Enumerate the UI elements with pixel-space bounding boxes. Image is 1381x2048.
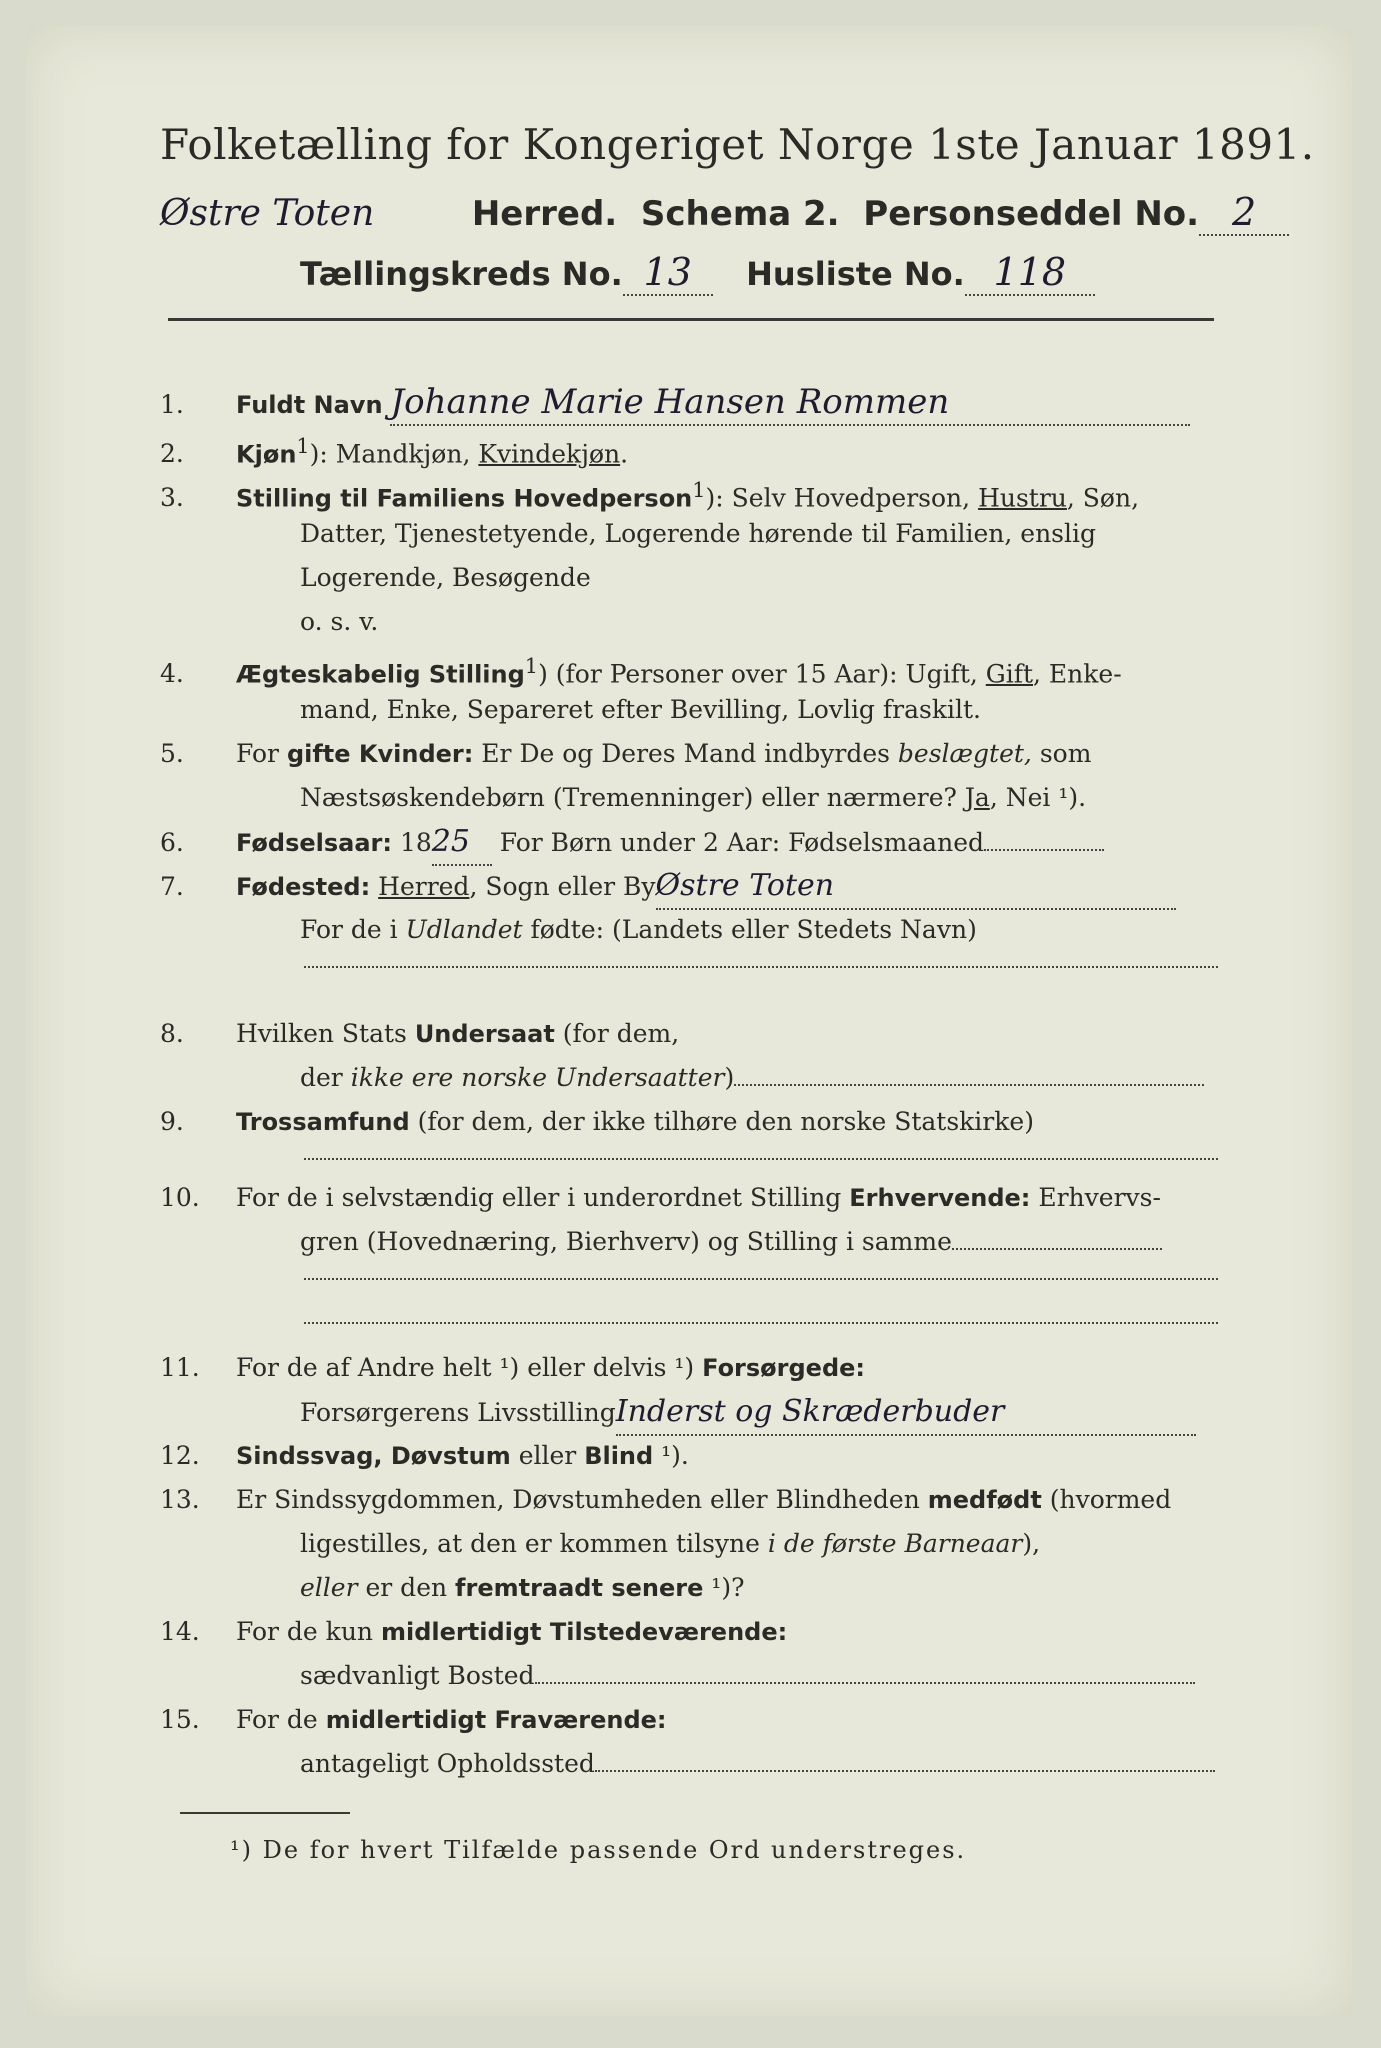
item-number: 10. [160,1183,200,1212]
footnote-divider [180,1812,350,1814]
hustru-selected[interactable]: Hustru [978,483,1067,513]
item-text: (hvormed [1041,1485,1172,1514]
kreds-line [300,250,1200,296]
item-text: For de kun [236,1617,381,1646]
footnote-marker: 1 [692,478,706,502]
item-text: Næstsøskendebørn (Tremenninger) eller nærmere? [300,783,965,812]
item-number: 3. [160,483,184,513]
item-13 [160,1478,1220,1522]
husliste-value: 118 [965,250,1095,296]
item-label: fremtraadt senere [455,1574,704,1602]
herred-label: Herred. [471,194,618,234]
item-number: 7. [160,872,184,901]
item-label: Stilling til Familiens Hovedperson [236,484,693,513]
item-label: medfødt [927,1486,1042,1514]
item-15-line-2 [160,1742,1360,1786]
personseddel-label: Personseddel No. [863,194,1200,234]
fodselsmaaned-blank[interactable] [984,849,1104,851]
item-label: Blind [584,1442,654,1470]
undersaat-answer-line[interactable] [734,1084,1204,1086]
item-text: ): Mandkjøn, [309,439,479,469]
item-label: Fødested: [236,873,371,901]
item-8-line-2 [160,1056,1360,1100]
item-label: Trossamfund [236,1108,410,1136]
kreds-value: 13 [623,250,713,296]
kreds-label: Tællingskreds No. [300,255,623,293]
item-1 [160,380,1220,427]
item-text: Forsørgerens Livsstilling [300,1398,616,1427]
item-9 [160,1100,1220,1144]
header-divider [168,318,1214,321]
erhverv-answer-line-3[interactable] [304,1322,1218,1324]
husliste-label: Husliste No. [746,255,965,293]
item-text: , Søn, [1066,483,1140,513]
item-label: Kjøn [236,440,297,469]
fodselsaar-answer[interactable]: 25 [432,820,492,866]
item-label: Fødselsaar: [236,829,392,857]
item-8 [160,1012,1220,1056]
item-text-italic: beslægtet, [897,739,1032,768]
item-text: Er De og Deres Mand indbyrdes [473,739,898,768]
fodested-answer[interactable]: Østre Toten [656,864,1176,910]
item-number: 4. [160,659,184,689]
item-label: Undersaat [414,1020,555,1048]
item-14 [160,1610,1220,1654]
footnote: ¹) De for hvert Tilfælde passende Ord understreges. [230,1836,967,1864]
item-13-line-2 [160,1522,1360,1566]
herred-handwritten: Østre Toten [160,193,375,234]
item-text: ): Selv Hovedperson, [705,483,979,513]
item-text: sædvanligt Bosted [300,1661,535,1690]
item-text: der [300,1063,351,1092]
item-label: Sindssvag, Døvstum [236,1442,511,1470]
item-text: eller [510,1441,585,1470]
item-text: ), [1022,1529,1041,1558]
item-text: , Sogn eller By [469,872,656,901]
item-text: , Nei ¹). [989,783,1087,812]
item-13-line-3 [160,1566,1360,1610]
item-5 [160,732,1220,776]
item-text: Erhvervs- [1030,1183,1161,1212]
item-14-line-2 [160,1654,1360,1698]
item-text: 18 [392,828,432,857]
forsorger-answer[interactable]: Inderst og Skræderbuder [616,1390,1196,1436]
item-number: 6. [160,828,184,857]
item-label: midlertidigt Tilstedeværende: [380,1618,788,1646]
item-text-italic: Udlandet [405,915,523,944]
item-text: ¹)? [703,1573,745,1602]
item-text: (for dem, [554,1019,680,1048]
item-text: . [620,439,629,469]
udlandet-answer-line[interactable] [304,966,1218,968]
fuldt-navn-answer[interactable]: Johanne Marie Hansen Rommen [390,380,1190,426]
item-3-line-2: Datter, Tjenestetyende, Logerende hørende til Familien, enslig [300,519,1097,548]
item-number: 2. [160,439,184,469]
item-text: som [1031,739,1092,768]
item-text: For de [236,1705,326,1734]
item-11-line-2 [160,1390,1360,1436]
item-text: gren (Hovednæring, Bierhverv) og Stilling i samme [300,1227,952,1256]
item-number: 12. [160,1441,200,1470]
item-11 [160,1346,1220,1390]
item-text: fødte: (Landets eller Stedets Navn) [522,915,977,944]
item-text: (for dem, der ikke tilhøre den norske Statskirke) [409,1107,1034,1136]
item-number: 14. [160,1617,200,1646]
item-number: 5. [160,739,184,768]
footnote-marker: 1 [524,654,539,678]
item-label: midlertidigt Fraværende: [325,1706,667,1734]
item-15 [160,1698,1220,1742]
item-text: ) [724,1063,735,1092]
item-text: For de i [300,915,406,944]
item-text-italic: eller [300,1573,358,1602]
item-label: Forsørgede: [702,1354,866,1382]
form-title: Folketælling for Kongeriget Norge 1ste Januar 1891. [160,120,1315,169]
item-label: gifte Kvinder: [286,740,474,768]
item-text: For Børn under 2 Aar: Fødselsmaaned [491,828,984,857]
item-10-line-2 [160,1220,1360,1264]
item-7-line-2 [160,908,1360,952]
item-label: Ægteskabelig Stilling [236,660,525,689]
item-text: ) (for Personer over 15 Aar): Ugift, [538,659,986,689]
item-3-line-4: o. s. v. [300,607,379,636]
item-text: For de af Andre helt ¹) eller delvis ¹) [236,1353,703,1382]
bosted-answer-line[interactable] [535,1682,1195,1684]
item-3-line-3: Logerende, Besøgende [300,563,591,592]
item-text: er den [357,1573,456,1602]
schema-label: Schema 2. [640,194,840,234]
item-text: ligestilles, at den er kommen tilsyne [300,1529,768,1558]
trossamfund-answer-line[interactable] [304,1158,1218,1160]
footnote-marker: 1 [296,434,310,458]
ja-selected[interactable]: Ja [964,783,990,812]
erhverv-answer-line-2[interactable] [304,1278,1218,1280]
item-number: 15. [160,1705,200,1734]
item-text: Er Sindssygdommen, Døvstumheden eller Blindheden [236,1485,928,1514]
item-5-line-2 [160,776,1360,820]
item-number: 11. [160,1353,200,1382]
item-number: 8. [160,1019,184,1048]
item-text: antageligt Opholdssted [300,1749,595,1778]
erhverv-answer-line[interactable] [952,1248,1162,1250]
item-text: , Enke- [1033,659,1122,689]
herred-line [160,190,1257,236]
gift-selected[interactable]: Gift [985,659,1034,689]
herred-selected[interactable]: Herred [378,872,470,901]
item-12 [160,1434,1220,1478]
item-text: ¹). [653,1441,689,1470]
item-text: For [236,739,287,768]
item-number: 1. [160,390,184,419]
item-text-italic: ikke ere norske Undersaatter [350,1063,725,1092]
item-text: For de i selvstændig eller i underordnet Stilling [236,1183,850,1212]
item-10 [160,1176,1220,1220]
item-label: Fuldt Navn [236,391,383,419]
item-text-italic: i de første Barneaar [767,1529,1023,1558]
kvindekjon-selected[interactable]: Kvindekjøn [478,439,621,469]
personseddel-value: 2 [1199,190,1289,236]
item-number: 9. [160,1107,184,1136]
item-text: Hvilken Stats [236,1019,415,1048]
item-4-line-2: mand, Enke, Separeret efter Bevilling, Lovlig fraskilt. [300,695,981,724]
item-7 [160,864,1220,910]
item-number: 13. [160,1485,200,1514]
item-6 [160,820,1220,866]
opholdssted-answer-line[interactable] [595,1770,1215,1772]
item-label: Erhvervende: [849,1184,1031,1212]
